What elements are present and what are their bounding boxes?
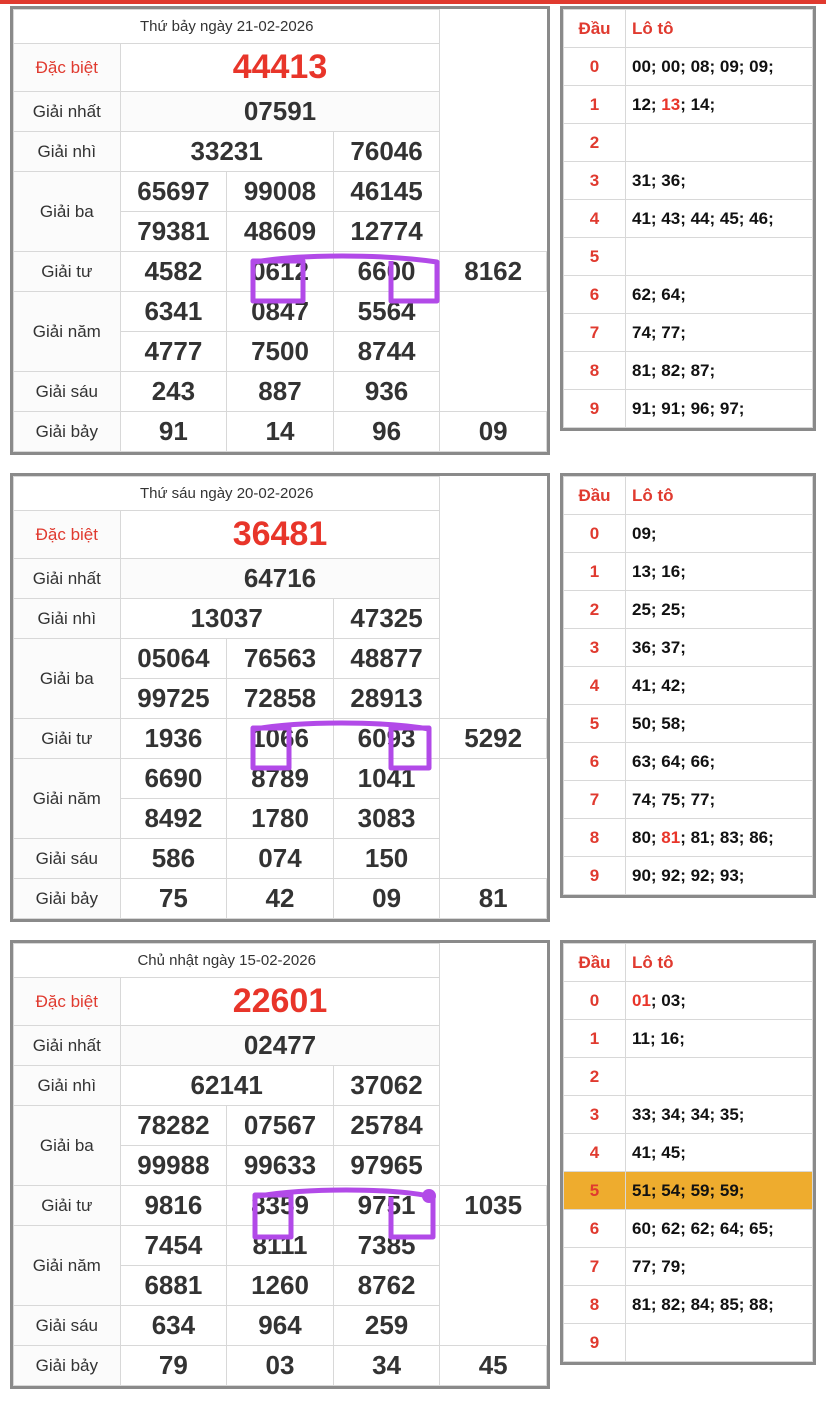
head-digit: 8 [564,819,626,857]
loto-list: 81; 82; 84; 85; 88; [626,1286,813,1324]
special-prize-value: 22601 [120,978,440,1026]
head-digit: 9 [564,390,626,428]
fifth-prize-value: 8744 [333,332,440,372]
loto-list: 00; 00; 08; 09; 09; [626,48,813,86]
head-digit: 0 [564,982,626,1020]
fourth-prize-value: 6093 [333,719,440,759]
third-prize-value: 48877 [333,639,440,679]
prize-label-seventh: Giải bảy [14,412,121,452]
table-row [564,1286,813,1324]
loto-list: 31; 36; [626,162,813,200]
loto-list [626,238,813,276]
head-digit: 6 [564,743,626,781]
third-prize-value: 28913 [333,679,440,719]
table-row [564,591,813,629]
table-row [14,172,547,212]
table-row [14,1026,547,1066]
loto-list: 11; 16; [626,1020,813,1058]
table-row [564,48,813,86]
second-prize-value: 13037 [120,599,333,639]
second-prize-value: 76046 [333,132,440,172]
second-prize-value: 37062 [333,1066,440,1106]
column-header-dau: Đầu [564,10,626,48]
head-digit: 1 [564,553,626,591]
fifth-prize-value: 6881 [120,1266,227,1306]
table-row [564,1020,813,1058]
prize-label-fifth: Giải năm [14,759,121,839]
loto-list: 91; 91; 96; 97; [626,390,813,428]
third-prize-value: 99725 [120,679,227,719]
result-block [0,473,826,922]
result-table-card [10,6,550,455]
head-lo-card [560,473,816,898]
seventh-prize-value: 14 [227,412,334,452]
table-row [14,759,547,799]
fifth-prize-value: 0847 [227,292,334,332]
loto-highlighted-number: 13 [661,94,681,114]
seventh-prize-value: 42 [227,879,334,919]
loto-highlighted-number: 81 [661,827,681,847]
sixth-prize-value: 243 [120,372,227,412]
third-prize-value: 76563 [227,639,334,679]
loto-list: 90; 92; 92; 93; [626,857,813,895]
fourth-prize-value: 9816 [120,1186,227,1226]
loto-list: 51; 54; 59; 59; [626,1172,813,1210]
head-digit: 8 [564,1286,626,1324]
seventh-prize-value: 09 [333,879,440,919]
loto-list: 12; 13; 14; [626,86,813,124]
sixth-prize-value: 964 [227,1306,334,1346]
prize-label-fifth: Giải năm [14,292,121,372]
seventh-prize-value: 91 [120,412,227,452]
head-digit: 2 [564,124,626,162]
fifth-prize-value: 8111 [227,1226,334,1266]
table-row [564,705,813,743]
loto-list: 50; 58; [626,705,813,743]
prize-label-special: Đặc biệt [14,511,121,559]
fifth-prize-value: 8762 [333,1266,440,1306]
loto-list: 81; 82; 87; [626,352,813,390]
lottery-results-page [0,6,826,1407]
fifth-prize-value: 7454 [120,1226,227,1266]
table-row [14,559,547,599]
column-header-loto: Lô tô [626,477,813,515]
loto-list [626,124,813,162]
prize-label-third: Giải ba [14,639,121,719]
table-row [14,412,547,452]
prize-label-fifth: Giải năm [14,1226,121,1306]
result-table [13,476,547,919]
prize-label-second: Giải nhì [14,1066,121,1106]
table-row [564,1134,813,1172]
third-prize-value: 46145 [333,172,440,212]
loto-list: 09; [626,515,813,553]
head-digit: 4 [564,667,626,705]
fourth-prize-value: 6600 [333,252,440,292]
third-prize-value: 05064 [120,639,227,679]
third-prize-value: 48609 [227,212,334,252]
table-row [564,743,813,781]
table-row [14,1346,547,1386]
prize-label-fourth: Giải tư [14,252,121,292]
third-prize-value: 99633 [227,1146,334,1186]
prize-label-seventh: Giải bảy [14,1346,121,1386]
prize-label-second: Giải nhì [14,599,121,639]
table-row [14,839,547,879]
head-lo-table [563,943,813,1362]
table-row [564,86,813,124]
table-row [14,44,547,92]
column-header-loto: Lô tô [626,944,813,982]
fifth-prize-value: 7385 [333,1226,440,1266]
table-row [14,1226,547,1266]
prize-label-first: Giải nhất [14,1026,121,1066]
table-row [564,553,813,591]
third-prize-value: 99988 [120,1146,227,1186]
loto-highlighted-number: 01 [632,990,651,1010]
loto-list: 36; 37; [626,629,813,667]
head-digit: 8 [564,352,626,390]
table-row [14,132,547,172]
fourth-prize-value: 0612 [227,252,334,292]
loto-list: 41; 42; [626,667,813,705]
seventh-prize-value: 34 [333,1346,440,1386]
head-digit: 9 [564,857,626,895]
seventh-prize-value: 45 [440,1346,547,1386]
third-prize-value: 79381 [120,212,227,252]
prize-label-sixth: Giải sáu [14,1306,121,1346]
table-row [14,599,547,639]
second-prize-value: 33231 [120,132,333,172]
result-date: Chủ nhật ngày 15-02-2026 [14,944,440,978]
table-row [564,200,813,238]
table-row [564,667,813,705]
head-digit: 4 [564,1134,626,1172]
head-digit: 3 [564,629,626,667]
result-block [0,6,826,455]
head-lo-card [560,6,816,431]
fourth-prize-value: 8359 [227,1186,334,1226]
table-row [564,352,813,390]
table-row [564,124,813,162]
seventh-prize-value: 96 [333,412,440,452]
head-digit: 6 [564,276,626,314]
table-row [14,92,547,132]
seventh-prize-value: 03 [227,1346,334,1386]
loto-list: 60; 62; 62; 64; 65; [626,1210,813,1248]
table-row [564,515,813,553]
head-digit: 1 [564,86,626,124]
fourth-prize-value: 4582 [120,252,227,292]
fifth-prize-value: 8789 [227,759,334,799]
first-prize-value: 64716 [120,559,440,599]
third-prize-value: 07567 [227,1106,334,1146]
fourth-prize-value: 5292 [440,719,547,759]
table-row [564,1324,813,1362]
sixth-prize-value: 936 [333,372,440,412]
sixth-prize-value: 259 [333,1306,440,1346]
second-prize-value: 62141 [120,1066,333,1106]
fourth-prize-value: 1066 [227,719,334,759]
fourth-prize-value: 1936 [120,719,227,759]
fourth-prize-value: 8162 [440,252,547,292]
table-row [14,639,547,679]
loto-list: 77; 79; [626,1248,813,1286]
table-row [564,819,813,857]
top-red-rule [0,0,826,4]
prize-label-special: Đặc biệt [14,978,121,1026]
result-block [0,940,826,1389]
table-row [14,944,547,978]
head-digit: 0 [564,48,626,86]
table-row [564,314,813,352]
fifth-prize-value: 3083 [333,799,440,839]
loto-list: 25; 25; [626,591,813,629]
prize-label-first: Giải nhất [14,559,121,599]
prize-label-second: Giải nhì [14,132,121,172]
prize-label-first: Giải nhất [14,92,121,132]
special-prize-value: 36481 [120,511,440,559]
table-row [564,944,813,982]
head-digit: 5 [564,1172,626,1210]
table-row [14,978,547,1026]
head-digit: 4 [564,200,626,238]
table-row [564,1172,813,1210]
table-row [14,511,547,559]
table-row [564,10,813,48]
table-row [14,1066,547,1106]
fifth-prize-value: 1780 [227,799,334,839]
table-row [564,238,813,276]
head-digit: 3 [564,1096,626,1134]
third-prize-value: 97965 [333,1146,440,1186]
third-prize-value: 72858 [227,679,334,719]
table-row [564,1096,813,1134]
table-row [14,1306,547,1346]
table-row [14,879,547,919]
loto-list: 13; 16; [626,553,813,591]
fourth-prize-value: 9751 [333,1186,440,1226]
head-digit: 7 [564,781,626,819]
table-row [564,629,813,667]
fifth-prize-value: 4777 [120,332,227,372]
sixth-prize-value: 074 [227,839,334,879]
result-date: Thứ sáu ngày 20-02-2026 [14,477,440,511]
fifth-prize-value: 8492 [120,799,227,839]
third-prize-value: 99008 [227,172,334,212]
head-digit: 2 [564,591,626,629]
prize-label-third: Giải ba [14,1106,121,1186]
prize-label-fourth: Giải tư [14,719,121,759]
head-digit: 0 [564,515,626,553]
column-header-dau: Đầu [564,944,626,982]
head-digit: 2 [564,1058,626,1096]
table-row [564,982,813,1020]
table-row [14,292,547,332]
loto-list: 41; 45; [626,1134,813,1172]
loto-list: 74; 77; [626,314,813,352]
table-row [14,477,547,511]
head-digit: 7 [564,1248,626,1286]
table-row [564,1248,813,1286]
head-digit: 5 [564,705,626,743]
table-row [564,276,813,314]
result-table [13,9,547,452]
loto-list [626,1324,813,1362]
third-prize-value: 65697 [120,172,227,212]
result-table-card [10,940,550,1389]
prize-label-sixth: Giải sáu [14,372,121,412]
table-row [14,1106,547,1146]
loto-list: 80; 81; 81; 83; 86; [626,819,813,857]
prize-label-special: Đặc biệt [14,44,121,92]
third-prize-value: 25784 [333,1106,440,1146]
sixth-prize-value: 150 [333,839,440,879]
result-table [13,943,547,1386]
fifth-prize-value: 7500 [227,332,334,372]
loto-list: 62; 64; [626,276,813,314]
head-digit: 5 [564,238,626,276]
table-row [564,390,813,428]
third-prize-value: 12774 [333,212,440,252]
first-prize-value: 02477 [120,1026,440,1066]
loto-list: 74; 75; 77; [626,781,813,819]
table-row [564,1210,813,1248]
result-date: Thứ bảy ngày 21-02-2026 [14,10,440,44]
table-row [564,1058,813,1096]
seventh-prize-value: 79 [120,1346,227,1386]
fifth-prize-value: 6341 [120,292,227,332]
sixth-prize-value: 634 [120,1306,227,1346]
loto-list: 01; 03; [626,982,813,1020]
third-prize-value: 78282 [120,1106,227,1146]
sixth-prize-value: 586 [120,839,227,879]
head-lo-card [560,940,816,1365]
seventh-prize-value: 81 [440,879,547,919]
table-row [564,162,813,200]
head-digit: 7 [564,314,626,352]
prize-label-fourth: Giải tư [14,1186,121,1226]
table-row [564,857,813,895]
fifth-prize-value: 1041 [333,759,440,799]
column-header-loto: Lô tô [626,10,813,48]
fifth-prize-value: 6690 [120,759,227,799]
prize-label-third: Giải ba [14,172,121,252]
seventh-prize-value: 75 [120,879,227,919]
table-row [14,1186,547,1226]
loto-list: 63; 64; 66; [626,743,813,781]
fifth-prize-value: 1260 [227,1266,334,1306]
first-prize-value: 07591 [120,92,440,132]
head-lo-table [563,9,813,428]
prize-label-seventh: Giải bảy [14,879,121,919]
prize-label-sixth: Giải sáu [14,839,121,879]
table-row [14,252,547,292]
column-header-dau: Đầu [564,477,626,515]
fourth-prize-value: 1035 [440,1186,547,1226]
special-prize-value: 44413 [120,44,440,92]
loto-list [626,1058,813,1096]
second-prize-value: 47325 [333,599,440,639]
loto-list: 33; 34; 34; 35; [626,1096,813,1134]
head-digit: 1 [564,1020,626,1058]
head-digit: 9 [564,1324,626,1362]
fifth-prize-value: 5564 [333,292,440,332]
seventh-prize-value: 09 [440,412,547,452]
table-row [14,10,547,44]
head-digit: 6 [564,1210,626,1248]
head-lo-table [563,476,813,895]
sixth-prize-value: 887 [227,372,334,412]
head-digit: 3 [564,162,626,200]
table-row [14,719,547,759]
table-row [14,372,547,412]
table-row [564,781,813,819]
table-row [564,477,813,515]
loto-list: 41; 43; 44; 45; 46; [626,200,813,238]
result-table-card [10,473,550,922]
